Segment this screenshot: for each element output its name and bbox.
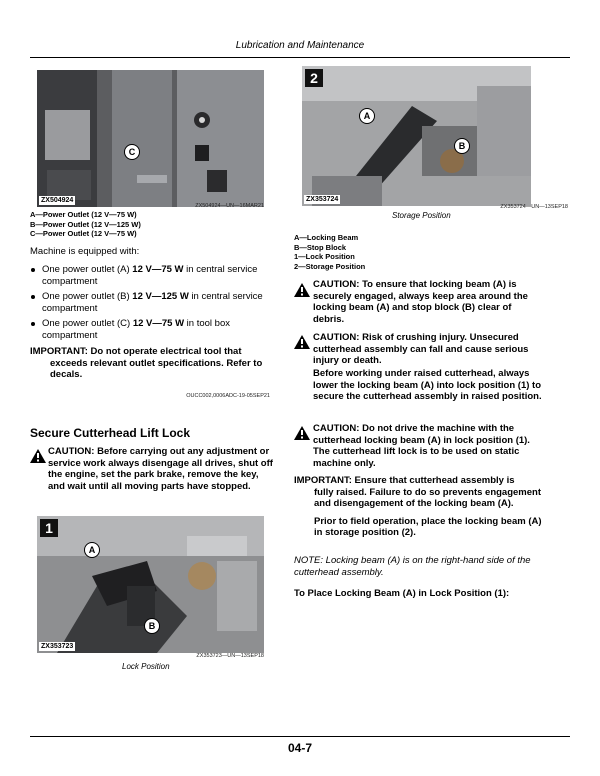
figure-ref: ZX504924—UN—16MAR21 — [195, 203, 264, 209]
footer-rule — [30, 736, 570, 737]
list-item: One power outlet (B) 12 V—125 W in central service compartment — [30, 291, 275, 314]
header-rule — [30, 57, 570, 58]
legend-item: A—Locking Beam — [294, 233, 359, 242]
legend-item: B—Stop Block — [294, 242, 347, 252]
lock-position-photo — [37, 516, 264, 653]
legend-item: 2—Storage Position — [294, 261, 366, 271]
legend-item: C—Power Outlet (12 V—75 W) — [30, 229, 137, 238]
photo-id-label: ZX353724 — [306, 196, 339, 203]
page-number: 04-7 — [287, 741, 313, 755]
callout-a: A — [359, 108, 375, 124]
caution-text: CAUTION: Do not drive the machine with the cutterhead locking beam (A) in lock position (1). The cutterhead lift lock is to be used on static machine only. — [313, 423, 530, 469]
outlet-legend — [30, 210, 270, 239]
callout-b: B — [454, 138, 470, 154]
caution-detail: Before working under raised cutterhead, always lower the locking beam (A) into lock position (1) to secure the cutterhead assembly in raised position. — [313, 368, 542, 402]
legend-item: B—Power Outlet (12 V—125 W) — [30, 219, 141, 229]
photo-id-label: ZX353723 — [41, 643, 74, 650]
figure-caption: Storage Position — [392, 211, 451, 220]
legend-item: 1—Lock Position — [294, 252, 355, 261]
important-notice: IMPORTANT: Ensure that cutterhead assembly is fully raised. Failure to do so prevents engagement and disengagement of the locking beam (A). Prior to field operation, place the locking beam (A) in storage position (2). — [294, 475, 542, 538]
callout-b: B — [144, 618, 160, 634]
bullet-dot — [31, 295, 35, 299]
section-title: Secure Cutterhead Lift Lock — [30, 426, 191, 440]
power-outlet-photo-art — [37, 70, 264, 207]
page-header-title: Lubrication and Maintenance — [235, 40, 365, 51]
warning-icon — [294, 426, 310, 440]
callout-a: A — [84, 542, 100, 558]
procedure-subhead: To Place Locking Beam (A) in Lock Position (1): — [294, 588, 510, 599]
outlet-list — [30, 264, 275, 345]
intro-text: Machine is equipped with: — [30, 246, 140, 257]
warning-icon — [30, 449, 46, 463]
caution-text: CAUTION: Risk of crushing injury. Unsecured cutterhead assembly can fall and cause serious injury or death. — [313, 332, 529, 366]
warning-icon — [294, 335, 310, 349]
warning-icon — [294, 283, 310, 297]
important-notice: IMPORTANT: Do not operate electrical tool that exceeds relevant outlet specifications. Refer to decals. — [30, 346, 263, 380]
figure-number-badge: 1 — [40, 519, 58, 537]
figure-ref: ZX353723—UN—13SEP18 — [196, 653, 264, 659]
figure-number-badge: 2 — [305, 69, 323, 87]
bullet-dot — [31, 322, 35, 326]
figure-ref: ZX353724—UN—13SEP18 — [500, 204, 568, 210]
power-outlet-photo — [37, 70, 264, 207]
photo-id-label: ZX504924 — [41, 197, 74, 204]
beam-legend — [294, 233, 534, 271]
note-text: NOTE: Locking beam (A) is on the right-hand side of the cutterhead assembly. — [294, 555, 531, 578]
bullet-dot — [31, 268, 35, 272]
doc-ref: OUCC002,0006ADC-19-05SEP21 — [186, 393, 270, 399]
list-item: One power outlet (C) 12 V—75 W in tool box compartment — [30, 318, 275, 341]
callout-c: C — [124, 144, 140, 160]
storage-position-photo — [302, 66, 531, 206]
storage-position-photo-art — [302, 66, 531, 206]
figure-caption: Lock Position — [122, 662, 170, 671]
list-item: One power outlet (A) 12 V—75 W in central service compartment — [30, 264, 275, 287]
caution-text: CAUTION: Before carrying out any adjustment or service work always disengage all drives, shut off the engine, set the park brake, remove the key, and wait until all moving parts have stopped. — [48, 446, 273, 492]
caution-text: CAUTION: To ensure that locking beam (A) is securely engaged, always keep area around the locking beam (A) and stop block (B) clear of debris. — [313, 279, 528, 325]
legend-item: A—Power Outlet (12 V—75 W) — [30, 210, 137, 219]
